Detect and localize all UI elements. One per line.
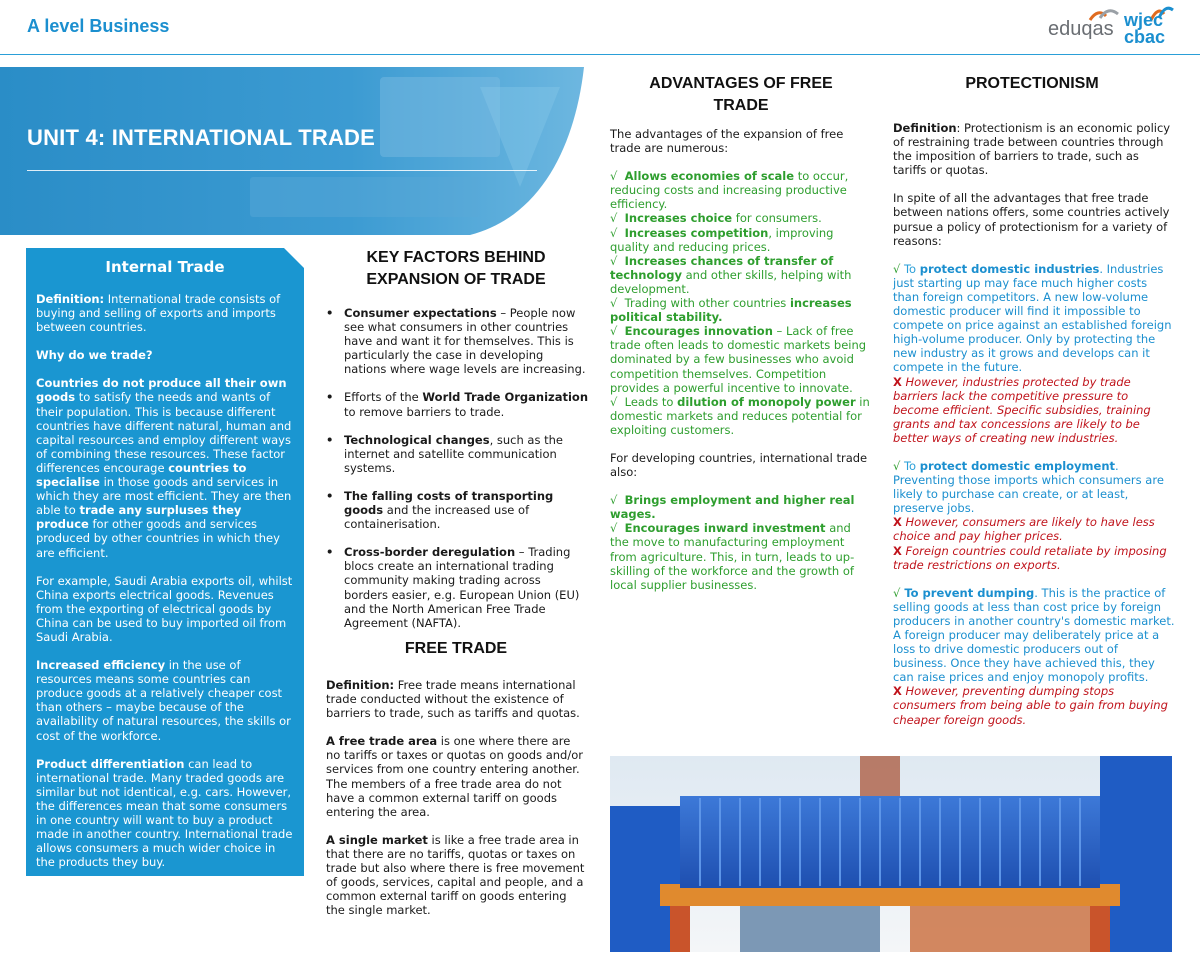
- bullet-icon: •: [326, 390, 334, 405]
- p4-bold: Product differentiation: [36, 756, 185, 771]
- key-factors-heading: KEY FACTORS BEHIND EXPANSION OF TRADE: [366, 249, 546, 288]
- factor-bold: World Trade Organization: [422, 390, 589, 405]
- cross-icon: X: [893, 543, 902, 558]
- wjec-text: wjec: [1124, 10, 1164, 30]
- free-trade-definition: [326, 678, 588, 720]
- wjec-cbac-logo: [1124, 12, 1165, 46]
- factor-post: – People now see what consumers in other countries have and want it for themselves. This is particularly the case in developing nations where wage levels are increasing.: [344, 306, 586, 377]
- adv-bold: dilution of monopoly power: [677, 394, 856, 409]
- reason-protect-employment: [893, 459, 1175, 572]
- advantage-item: [610, 254, 872, 296]
- protectionism-heading: PROTECTIONISM: [965, 75, 1099, 92]
- p4-text: can lead to international trade. Many traded goods are similar but not identical, e.g. cars. However, the differences mean that some consumers in one country will want to buy a product made in another country. International trade allows consumers a much wider choice in the products they buy.: [36, 756, 293, 870]
- protectionism-definition: [893, 121, 1175, 177]
- tick-icon: √: [893, 458, 901, 473]
- cross-icon: X: [893, 684, 902, 699]
- r3-bold: To prevent dumping: [900, 585, 1035, 600]
- r2-pre: To: [900, 458, 920, 473]
- factor-item: [326, 433, 588, 475]
- adv-bold: Increases competition: [624, 225, 769, 240]
- r1-x-text: However, industries protected by trade barriers lack the competitive pressure to become efficient. Specific subsidies, training grants and tax concessions are likely to be better ways of creating new industries.: [893, 374, 1151, 445]
- adv-post: for consumers.: [732, 211, 822, 226]
- tick-icon: √: [610, 211, 618, 226]
- dev-bold: Encourages inward investment: [624, 521, 826, 536]
- developing-intro: For developing countries, international trade also:: [610, 450, 868, 480]
- tick-icon: √: [610, 493, 618, 508]
- adv-post: to occur, reducing costs and increasing productive efficiency.: [610, 169, 849, 212]
- r1-counter: [893, 375, 1151, 445]
- factor-post: – Trading blocs create an international trading community making trading across borders easier, e.g. European Union (EU) and the North American Free Trade Agreement (NAFTA).: [344, 545, 580, 630]
- p1-text-a: to satisfy the needs and wants of their population. This is because different countries have different natural, human and capital resources and employ different ways of combining these resources. These factor differences encourage: [36, 390, 292, 475]
- sm-bold: A single market: [326, 832, 428, 847]
- factor-post: to remove barriers to trade.: [344, 404, 505, 419]
- r1-pre: To: [900, 261, 920, 276]
- advantage-item: [610, 211, 872, 225]
- developing-list: [610, 493, 872, 592]
- factor-post: and the increased use of containerisation.: [344, 503, 530, 532]
- internal-trade-title: Internal Trade: [105, 258, 225, 276]
- r1-text: . Industries just starting up may face much higher costs than foreign competitors. A new low-volume domestic producer will find it impossible to compete on price against an established foreign high-volume producer. Only by protecting the new industry as it grows and develops can it compete in the future.: [893, 261, 1172, 375]
- banner-background: [0, 67, 584, 235]
- eduqas-logo: eduqas: [1048, 18, 1114, 40]
- prot-def-label: Definition: [893, 121, 957, 135]
- advantage-item: [610, 169, 872, 211]
- factor-item: [326, 489, 588, 531]
- advantage-item: [610, 226, 872, 254]
- internal-trade-panel: [26, 248, 304, 876]
- p1-bold: Countries do not produce all their own goods: [36, 376, 287, 405]
- adv-bold: Increases chances of transfer of technology: [610, 253, 834, 282]
- shipping-container-photo: [610, 756, 1172, 952]
- tick-icon: √: [893, 261, 901, 276]
- advantage-item: [610, 296, 872, 324]
- bullet-icon: •: [326, 432, 334, 447]
- adv-pre: Leads to: [624, 394, 678, 409]
- why-trade-heading: [36, 348, 294, 362]
- free-trade-body: [326, 678, 588, 931]
- r2-text: . Preventing those imports which consumers are likely to purchase can create, or at least, preserve jobs.: [893, 458, 1164, 516]
- protectionism-body: [893, 121, 1175, 741]
- r2-x2-text: Foreign countries could retaliate by imposing trade restrictions on exports.: [893, 543, 1167, 572]
- bullet-icon: •: [326, 545, 334, 560]
- reason-protect-industries: [893, 262, 1175, 445]
- dev-bold: Brings employment and higher real wages.: [610, 493, 855, 522]
- developing-item: [610, 493, 872, 521]
- example-paragraph: For example, Saudi Arabia exports oil, whilst China exports electrical goods. Revenues from the exporting of electrical goods by China can be used to buy imported oil from Saudi Arabia.: [36, 573, 293, 644]
- single-market: [326, 833, 588, 918]
- header-divider: [0, 54, 1200, 55]
- cross-icon: X: [893, 515, 902, 530]
- tick-icon: √: [610, 394, 618, 409]
- fta-bold: A free trade area: [326, 734, 438, 749]
- internal-trade-body: [36, 292, 294, 883]
- r2-counter-1: [893, 515, 1155, 543]
- tick-icon: √: [610, 521, 618, 536]
- ft-def-text: Free trade means international trade conducted without the existence of barriers to trade, such as tariffs and quotas.: [326, 678, 580, 721]
- r3-counter: [893, 684, 1168, 726]
- cbac-text: cbac: [1124, 27, 1166, 47]
- tick-icon: √: [610, 225, 618, 240]
- r2-x1-text: However, consumers are likely to have less choice and pay higher prices.: [893, 515, 1155, 544]
- reason-prevent-dumping: [893, 586, 1175, 727]
- r1-bold: protect domestic industries: [919, 261, 1100, 276]
- advantages-list: [610, 169, 872, 437]
- sm-text: is like a free trade area in that there are no tariffs, quotas or taxes on trade but also where there is free movement of goods, services, capital and people, and a common external tariff on goods entering the single market.: [326, 832, 585, 918]
- p1-bold3: trade any surpluses they produce: [36, 503, 242, 532]
- dev-post: and the move to manufacturing employment from agriculture. This, in turn, leads to up-skilling of the workforce and the growth of local supplier businesses.: [610, 521, 855, 592]
- r3-x-text: However, preventing dumping stops consumers from being able to gain from buying cheaper foreign goods.: [893, 684, 1168, 727]
- r2-counter-2: [893, 544, 1167, 572]
- tick-icon: √: [610, 296, 618, 311]
- factor-bold: Consumer expectations: [344, 306, 497, 320]
- definition-label: Definition:: [36, 292, 105, 306]
- tick-icon: √: [610, 253, 618, 268]
- adv-pre: Trading with other countries: [624, 296, 790, 311]
- tick-icon: √: [610, 169, 618, 184]
- r3-text2: A foreign producer may deliberately price at a loss to drive domestic producers out of business. Once they have achieved this, they can raise prices and enjoy monopoly profits.: [893, 628, 1160, 685]
- r2-bold: protect domestic employment: [919, 458, 1116, 473]
- bullet-icon: •: [326, 488, 334, 503]
- why-trade-label: Why do we trade?: [36, 348, 153, 363]
- internal-trade-definition: [36, 292, 294, 334]
- unit-banner: [0, 67, 584, 235]
- fta-text: is one where there are no tariffs or taxes or quotas on goods and/or services from one country entering another. The members of a free trade area do not have a common external tariff on goods entering the area.: [326, 734, 583, 819]
- ft-def-label: Definition:: [326, 678, 395, 692]
- factor-pre: Efforts of the: [344, 390, 423, 405]
- prot-def-text: : Protectionism is an economic policy of restraining trade between countries through the imposition of barriers to trade, such as tariffs or quotas.: [893, 121, 1171, 178]
- header-title: A level Business: [27, 16, 170, 36]
- reason-efficiency: [36, 658, 294, 743]
- tick-icon: √: [610, 324, 618, 339]
- adv-bold: increases political stability.: [610, 296, 852, 325]
- reason-differentiation: [36, 757, 294, 870]
- factor-bold: Cross-border deregulation: [344, 545, 516, 560]
- advantage-item: [610, 395, 872, 437]
- adv-bold: Increases choice: [624, 211, 733, 226]
- advantage-item: [610, 324, 872, 394]
- adv-post: and other skills, helping with development.: [610, 267, 852, 296]
- free-trade-heading: FREE TRADE: [404, 640, 508, 657]
- r3-text: . This is the practice of selling goods at less than cost price by foreign producers in another country's domestic market.: [893, 585, 1175, 628]
- cross-icon: X: [893, 374, 902, 389]
- advantages-heading: ADVANTAGES OF FREE TRADE: [649, 75, 833, 114]
- p1-text-c: for other goods and services produced by other countries in which they are efficient.: [36, 517, 280, 560]
- bullet-icon: •: [326, 306, 334, 320]
- adv-post: , improving quality and reducing prices.: [610, 225, 834, 254]
- factor-bold: Technological changes: [344, 432, 490, 447]
- container-illustration: [610, 756, 1172, 952]
- p1-bold2: countries to specialise: [36, 460, 247, 490]
- adv-bold: Encourages innovation: [624, 324, 773, 339]
- factor-item: [326, 306, 588, 376]
- p3-text: in the use of resources means some countries can produce goods at a relatively cheaper cost than others – maybe because of the availability of natural resources, the skills or cost of the workforce.: [36, 658, 291, 743]
- factor-bold: The falling costs of transporting goods: [344, 488, 554, 518]
- tick-icon: √: [893, 585, 901, 600]
- definition-text: International trade consists of buying and selling of exports and imports between countries.: [36, 292, 281, 335]
- p1-text-b: in those goods and services in which they are most efficient. They are then able to: [36, 475, 292, 518]
- banner-rule: [27, 170, 537, 171]
- factor-post: , such as the internet and satellite communication systems.: [344, 432, 564, 475]
- unit-title: UNIT 4: INTERNATIONAL TRADE: [27, 125, 376, 150]
- protectionism-intro: In spite of all the advantages that free trade between nations offers, some countries actively pursue a policy of protectionism for a variety of reasons:: [893, 191, 1170, 248]
- developing-item: [610, 521, 872, 591]
- factor-item: [326, 545, 588, 630]
- free-trade-area: [326, 734, 588, 819]
- reason-resources: [36, 376, 294, 559]
- advantages-intro: The advantages of the expansion of free trade are numerous:: [610, 127, 844, 156]
- adv-post: in domestic markets and reduces potential for exploiting customers.: [610, 394, 870, 437]
- p3-bold: Increased efficiency: [36, 658, 166, 673]
- advantages-body: [610, 127, 872, 592]
- factor-item: [326, 390, 588, 418]
- adv-post: – Lack of free trade often leads to domestic markets being dominated by a few businesses who avoid competition themselves. Competition provides a powerful incentive to innovate.: [610, 324, 867, 395]
- key-factors-list: [326, 306, 588, 644]
- adv-bold: Allows economies of scale: [624, 169, 795, 184]
